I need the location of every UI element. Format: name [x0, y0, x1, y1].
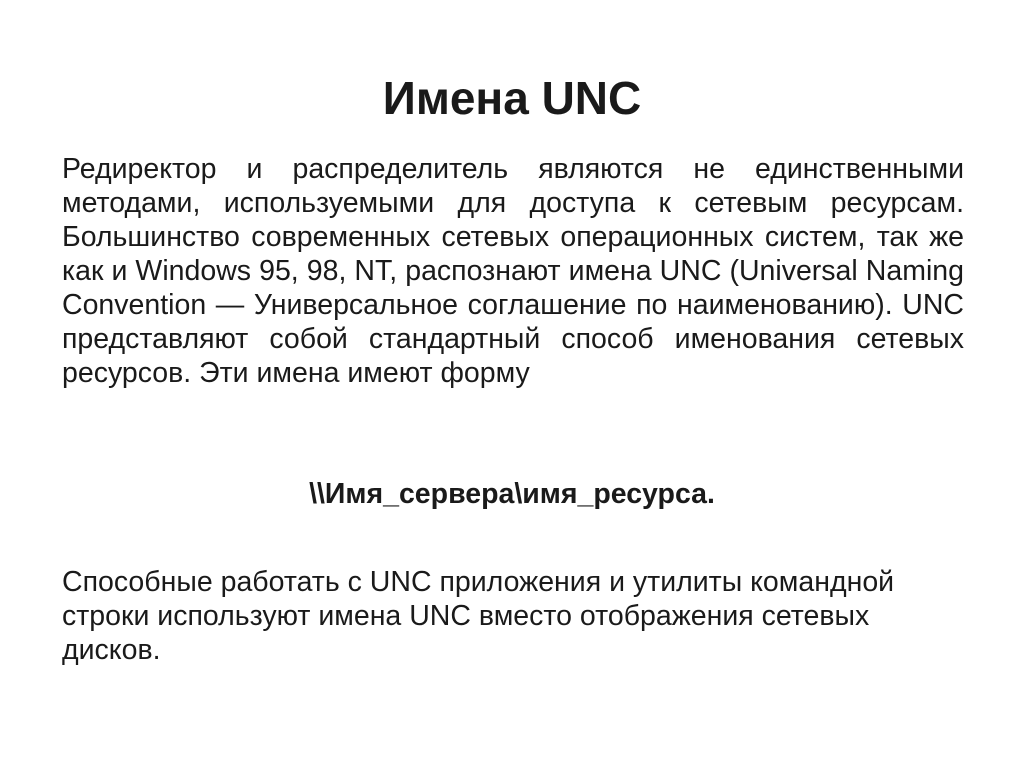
unc-path-format: \\Имя_сервера\имя_ресурса. [309, 478, 715, 510]
slide-title: Имена UNC [382, 72, 642, 124]
body-paragraph: Редиректор и распределитель являются не единственными методами, используемыми для доступа к сетевым ресурсам. Большинство современных сетевых операционных систем, так же как и Windows 95, 98, NT, распознают имена UNC (Universal Naming Convention — Универсальное соглашение по наименованию). UNC представляют собой стандартный способ именования сетевых ресурсов. Эти имена имеют форму [62, 153, 964, 389]
closing-paragraph: Способные работать с UNC приложения и утилиты командной строки используют имена UNC вместо отображения сетевых дисков. [62, 566, 895, 666]
